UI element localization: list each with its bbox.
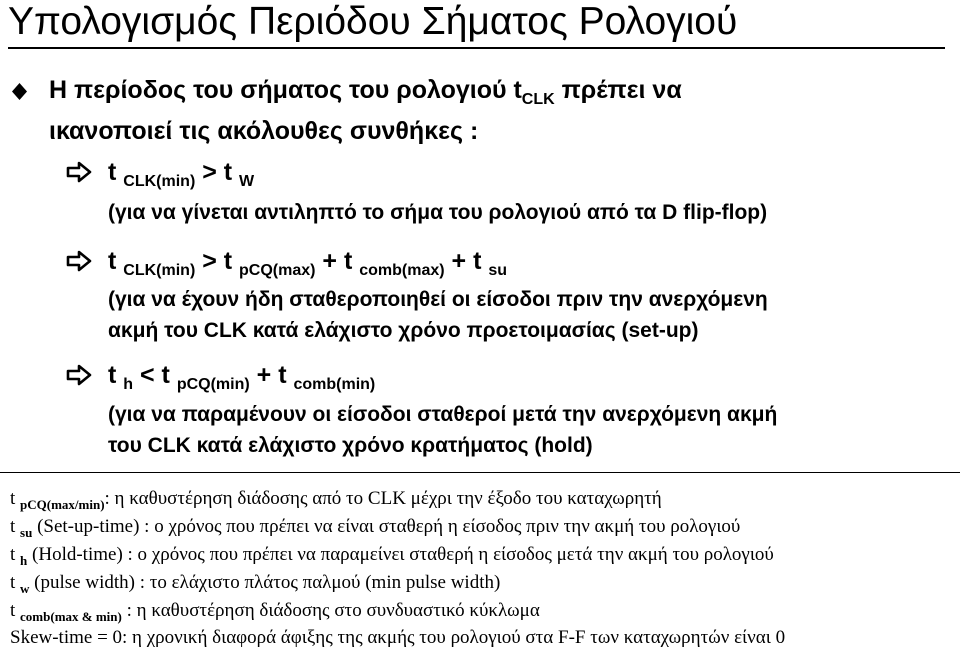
intro-clk-subscript: CLK [521, 91, 555, 108]
condition-3-description-line-2: του CLK κατά ελάχιστο χρόνο κρατήματος (hold) [108, 434, 593, 457]
diamond-bullet-icon [12, 83, 27, 100]
title-underline [8, 47, 945, 49]
page-title: Υπολογισμός Περιόδου Σήματος Ρολογιού [8, 0, 738, 43]
condition-1-description: (για να γίνεται αντιληπτό το σήμα του ρολογιού από τα D flip-flop) [108, 201, 768, 224]
definition-tpcq: t $_{pCQ(max/min)}$: η καθυστέρηση διάδοσης από το CLK μέχρι την έξοδο του καταχωρητή [10, 488, 662, 512]
condition-2-equation: t $_{CLK(min)}$ > t $_{pCQ(max)}$ + t $_{comb(max)}$ + t $_{su}$ [108, 247, 508, 279]
definition-tcomb: t $_{comb(max \& min)}$ : η καθυστέρηση διάδοσης στο συνδυαστικό κύκλωμα [10, 600, 540, 624]
condition-3-description-line-1: (για να παραμένουν οι είσοδοι σταθεροί μετά την ανερχόμενη ακμή [108, 403, 778, 426]
arrow-bullet-icon [66, 364, 92, 386]
definition-tw: t $_w$ (pulse width) : το ελάχιστο πλάτος παλμού (min pulse width) [10, 572, 501, 596]
definition-tsu: t $_{su}$ (Set-up-time) : ο χρόνος που πρέπει να είναι σταθερή η είσοδος πριν την ακμή του ρολογιού [10, 516, 741, 540]
definition-th: t $_h$ (Hold-time) : ο χρόνος που πρέπει να παραμείνει σταθερή η είσοδος μετά την ακμή του ρολογιού [10, 544, 774, 568]
definitions-box [0, 472, 960, 657]
definition-skew-time: Skew-time = 0: η χρονική διαφορά άφιξης της ακμής του ρολογιού στα F-F των καταχωρητών είναι 0 [10, 627, 786, 648]
intro-line-1: Η περίοδος του σήματος του ρολογιού $t_{CLK}$ πρέπει να [49, 76, 682, 108]
arrow-bullet-icon [66, 161, 92, 183]
arrow-bullet-icon [66, 250, 92, 272]
condition-2-description-line-2: ακμή του CLK κατά ελάχιστο χρόνο προετοιμασίας (set-up) [108, 319, 699, 342]
intro-line-2: ικανοποιεί τις ακόλουθες συνθήκες : [49, 117, 479, 145]
condition-2-description-line-1: (για να έχουν ήδη σταθεροποιηθεί οι είσοδοι πριν την ανερχόμενη [108, 288, 768, 311]
condition-1-equation: t $_{CLK(min)}$ > t $_W$ [108, 158, 255, 190]
condition-3-equation: t $_h$ < t $_{pCQ(min)}$ + t $_{comb(min)}$ [108, 361, 376, 393]
